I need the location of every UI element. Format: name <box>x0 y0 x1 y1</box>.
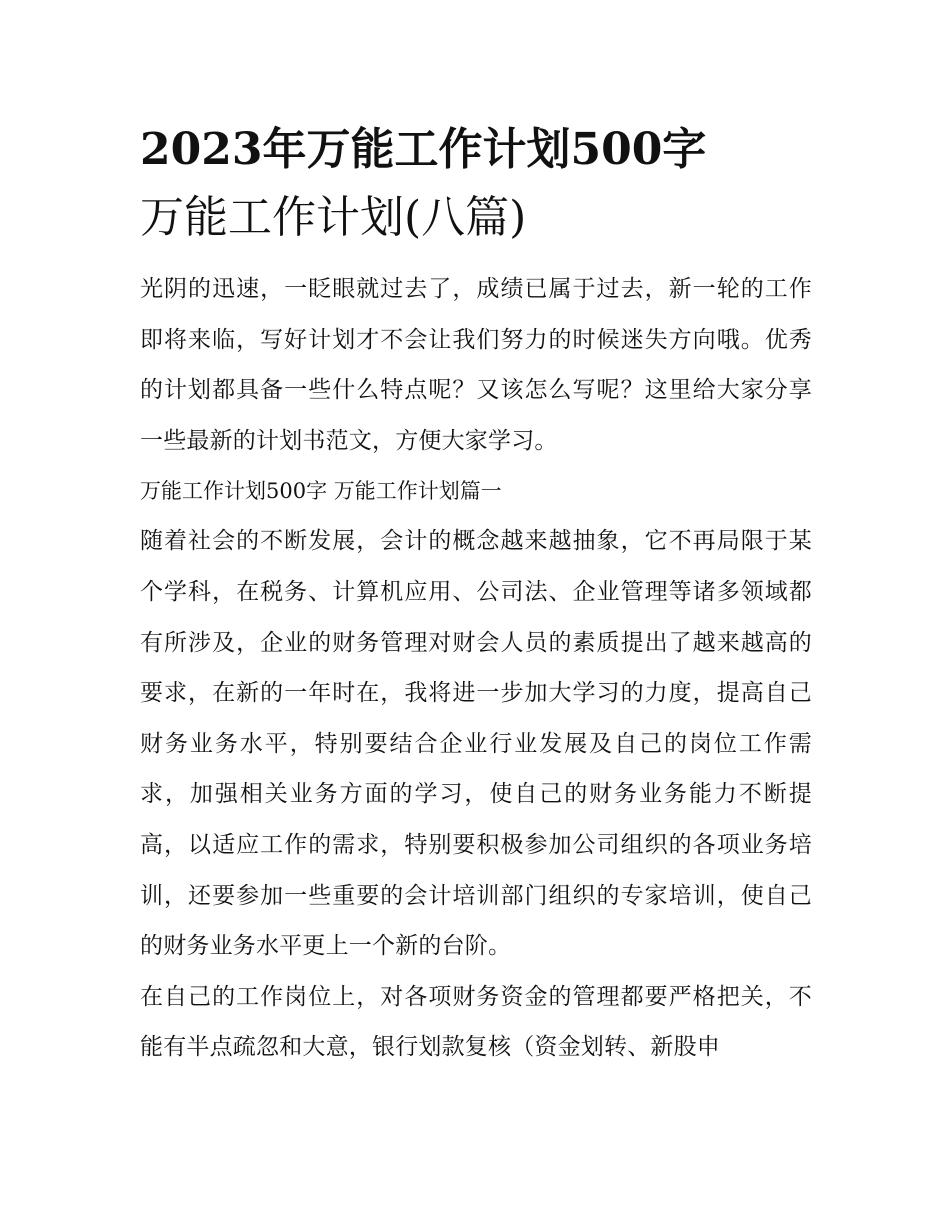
document-title-line1: 2023年万能工作计划500字 <box>140 124 707 175</box>
section-heading: 万能工作计划500字 万能工作计划篇一 <box>140 479 502 504</box>
intro-paragraph: 光阴的迅速，一眨眼就过去了，成绩已属于过去，新一轮的工作即将来临，写好计划才不会让我们努力的时候迷失方向哦。优秀的计划都具备一些什么特点呢？又该怎么写呢？这里给大家分享一些最新的计划书范文，方便大家学习。 <box>140 276 812 454</box>
document-body <box>140 116 812 1073</box>
body-paragraph-2: 在自己的工作岗位上，对各项财务资金的管理都要严格把关，不能有半点疏忽和大意，银行划款复核（资金划转、新股申 <box>140 983 812 1061</box>
document-title-line2: 万能工作计划(八篇) <box>140 192 527 243</box>
body-paragraph-1: 随着社会的不断发展，会计的概念越来越抽象，它不再局限于某个学科，在税务、计算机应用、公司法、企业管理等诸多领域都有所涉及，企业的财务管理对财会人员的素质提出了越来越高的要求，在新的一年时在，我将进一步加大学习的力度，提高自己财务业务水平，特别要结合企业行业发展及自己的岗位工作需求，加强相关业务方面的学习，使自己的财务业务能力不断提高，以适应工作的需求，特别要积极参加公司组织的各项业务培训，还要参加一些重要的会计培训部门组织的专家培训，使自己的财务业务水平更上一个新的台阶。 <box>140 528 812 960</box>
